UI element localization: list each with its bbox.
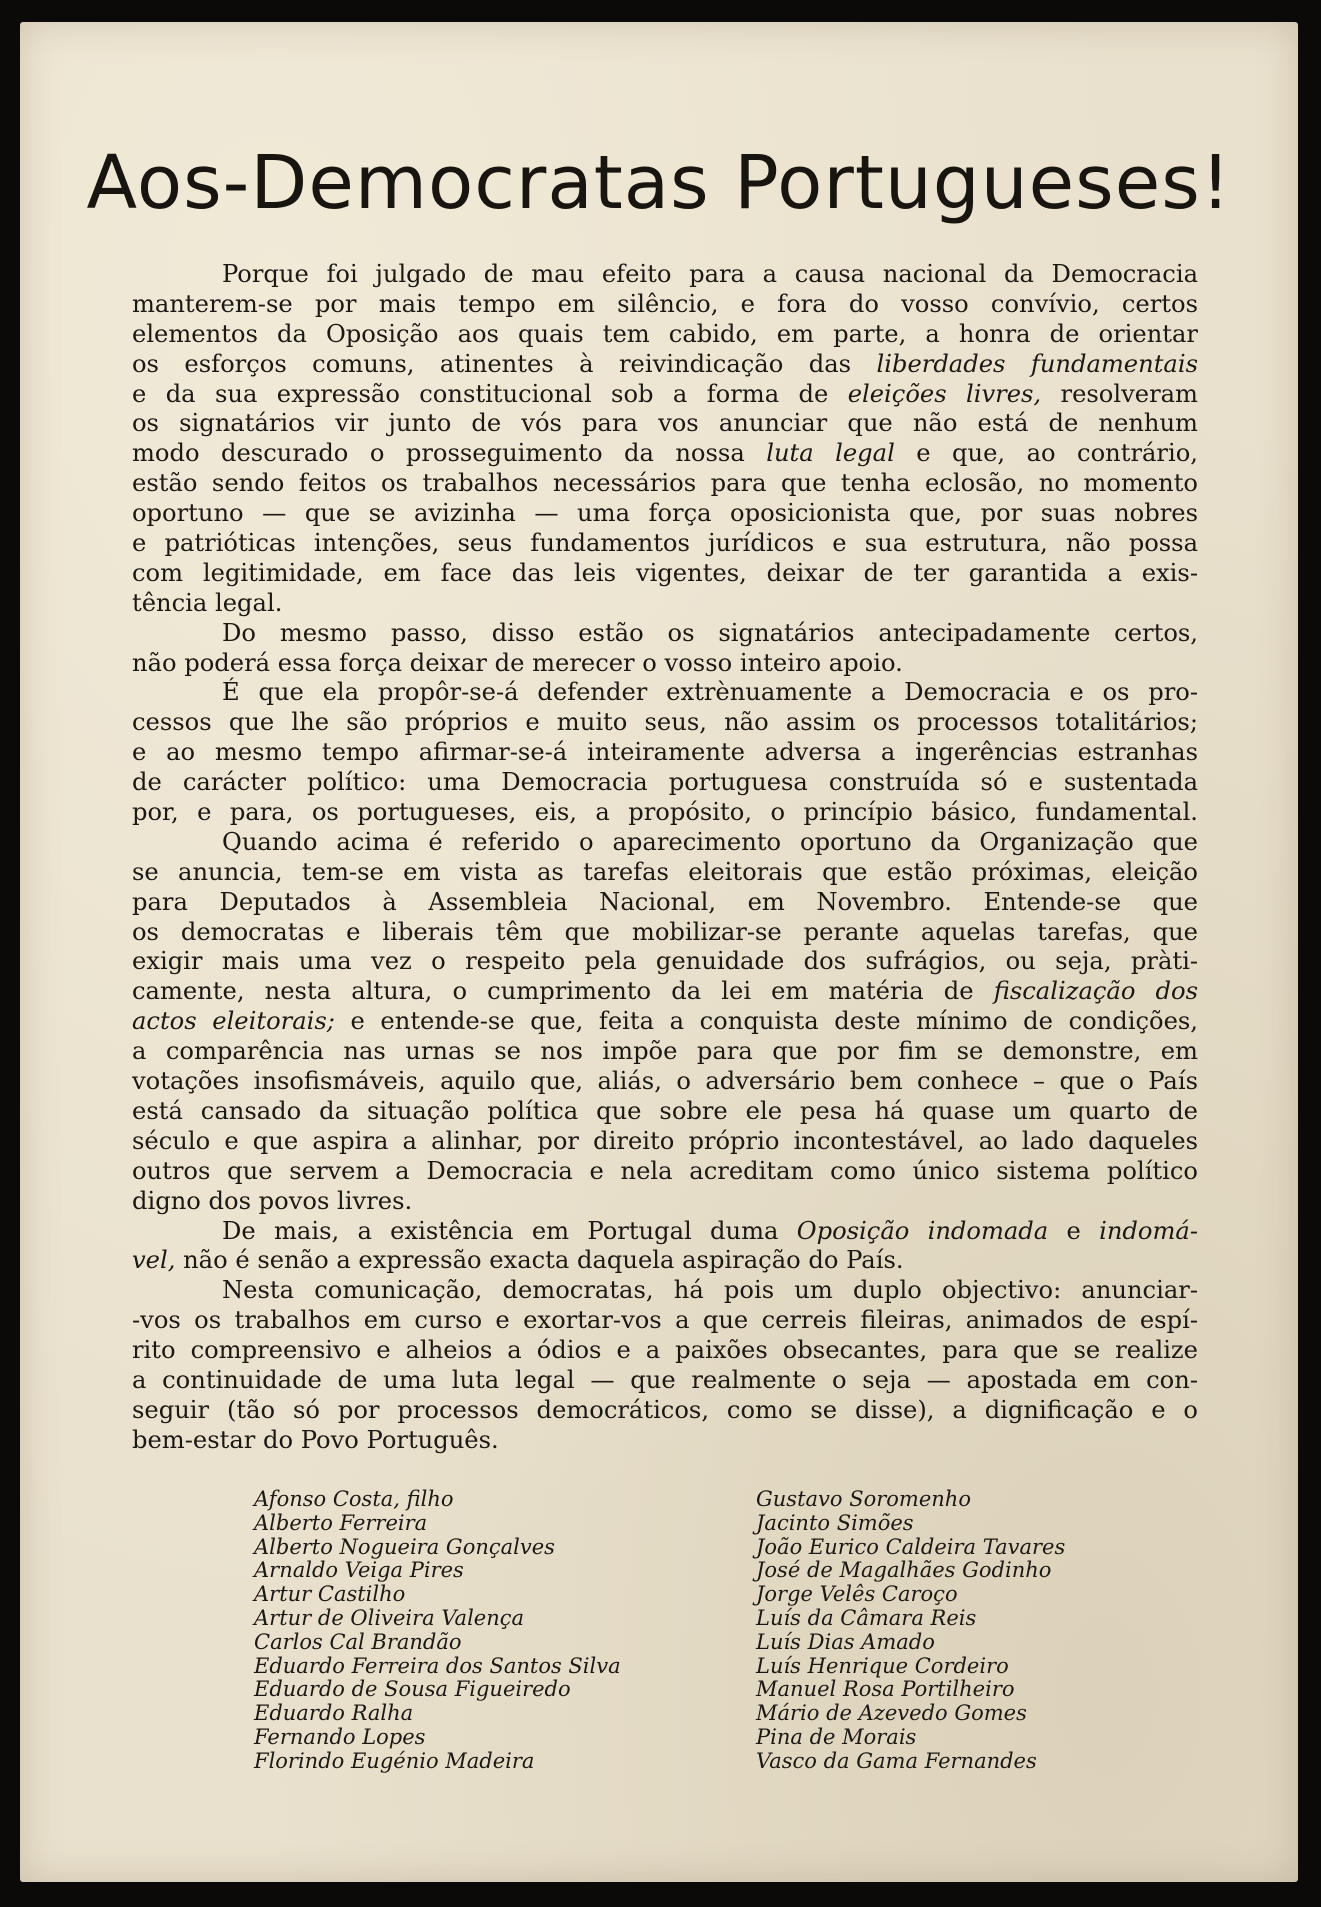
body-line xyxy=(132,1306,1198,1336)
body-text-segment: oportuno — que se avizinha — uma força oposicionista que, por suas nobres xyxy=(132,499,1198,528)
body-line xyxy=(132,409,1198,439)
body-line xyxy=(132,828,1198,858)
body-text-segment: Quando acima é referido o aparecimento oportuno da Organização que xyxy=(222,827,1198,856)
body-text-segment: rito compreensivo e alheios a ódios e a paixões obsecantes, para que se realize xyxy=(132,1336,1198,1365)
body-line xyxy=(132,589,1198,619)
signatory-name: Jacinto Simões xyxy=(756,1510,914,1535)
body-line xyxy=(132,977,1198,1007)
body-text-segment: por, e para, os portugueses, eis, a propósito, o princípio básico, fundamental. xyxy=(132,798,1198,827)
body-line xyxy=(132,947,1198,977)
body-line xyxy=(132,499,1198,529)
body-line xyxy=(132,290,1198,320)
body-line xyxy=(132,559,1198,589)
body-line xyxy=(132,1426,1198,1456)
signatory-name: Luís Henrique Cordeiro xyxy=(756,1653,1009,1678)
emphasis-text: liberdades fundamentais xyxy=(876,349,1198,378)
body-line xyxy=(132,1157,1198,1187)
body-text-segment: século e que aspira a alinhar, por direito próprio incontestável, ao lado daqueles xyxy=(132,1126,1198,1155)
body-text-segment: tência legal. xyxy=(132,588,283,617)
body-text-segment: não é senão a expressão exacta daquela aspiração do País. xyxy=(175,1246,904,1275)
body-text-segment: os signatários vir junto de vós para vos anunciar que não está de nenhum xyxy=(132,409,1198,438)
body-line xyxy=(132,888,1198,918)
body-text-segment: de carácter político: uma Democracia portuguesa construída só e sustentada xyxy=(132,768,1198,797)
body-text-segment: bem-estar do Povo Português. xyxy=(132,1425,499,1454)
signatory-name: Arnaldo Veiga Pires xyxy=(254,1558,464,1583)
body-line xyxy=(132,1396,1198,1426)
body-text-segment: a continuidade de uma luta legal — que realmente o seja — apostada em con- xyxy=(132,1365,1198,1394)
emphasis-text: indomá- xyxy=(1099,1216,1198,1245)
body-text-segment: os esforços comuns, atinentes à reivindicação das xyxy=(132,349,877,378)
body-line xyxy=(132,768,1198,798)
body-text-segment: votações insofismáveis, aquilo que, aliás, o adversário bem conhece – que o País xyxy=(132,1067,1198,1096)
signatory-name: João Eurico Caldeira Tavares xyxy=(756,1534,1066,1559)
body-line xyxy=(132,260,1198,290)
body-line xyxy=(132,738,1198,768)
body-text-segment: exigir mais uma vez o respeito pela genuidade dos sufrágios, ou seja, pràti- xyxy=(132,947,1198,976)
body-line xyxy=(132,649,1198,679)
body-text-segment: digno dos povos livres. xyxy=(132,1186,413,1215)
signatories-left-column xyxy=(254,1488,621,1774)
body-line xyxy=(132,1127,1198,1157)
body-text-segment: e que, ao contrário, xyxy=(894,439,1198,468)
body-text-segment: a comparência nas urnas se nos impõe para que por fim se demonstre, em xyxy=(132,1037,1198,1066)
body-text-segment: com legitimidade, em face das leis vigentes, deixar de ter garantida a exis- xyxy=(132,558,1198,587)
body-text-segment: manterem-se por mais tempo em silêncio, e fora do vosso convívio, certos xyxy=(132,289,1198,318)
signatory-name: Luís da Câmara Reis xyxy=(756,1605,977,1630)
body-text-segment: e ao mesmo tempo afirmar-se-á inteiramente adversa a ingerências estranhas xyxy=(132,738,1198,767)
signatory-name: Vasco da Gama Fernandes xyxy=(756,1748,1037,1773)
signatory-name: Manuel Rosa Portilheiro xyxy=(756,1677,1015,1702)
signatory-name: Eduardo Ferreira dos Santos Silva xyxy=(254,1653,621,1678)
body-text-segment: -vos os trabalhos em curso e exortar-vos a que cerreis fileiras, animados de espí- xyxy=(132,1306,1198,1335)
body-text-segment: modo descurado o prosseguimento da nossa xyxy=(132,439,767,468)
body-line xyxy=(132,529,1198,559)
signatory-name: Artur de Oliveira Valença xyxy=(254,1605,525,1630)
signatory-name: Eduardo de Sousa Figueiredo xyxy=(254,1677,571,1702)
body-line xyxy=(132,380,1198,410)
body-text-segment: e patrióticas intenções, seus fundamentos jurídicos e sua estrutura, não possa xyxy=(132,529,1198,558)
body-text-segment: É que ela propôr-se-á defender extrènuamente a Democracia e os pro- xyxy=(222,678,1198,707)
body-text-segment: se anuncia, tem-se em vista as tarefas eleitorais que estão próximas, eleição xyxy=(132,857,1198,886)
body-text-segment: e xyxy=(1048,1216,1100,1245)
emphasis-text: fiscalização dos xyxy=(993,977,1198,1006)
signatory-name: Afonso Costa, filho xyxy=(254,1487,454,1511)
leaflet-page xyxy=(20,22,1298,1882)
signatory-name: Luís Dias Amado xyxy=(756,1629,935,1654)
body-line xyxy=(132,858,1198,888)
body-line xyxy=(132,1336,1198,1366)
signatory-name: Carlos Cal Brandão xyxy=(254,1629,462,1654)
body-line xyxy=(132,469,1198,499)
manifesto-body xyxy=(132,260,1198,1456)
signatory-name: Florindo Eugénio Madeira xyxy=(254,1748,535,1773)
body-line xyxy=(132,1037,1198,1067)
emphasis-text: eleições livres, xyxy=(847,379,1042,408)
body-text-segment: outros que servem a Democracia e nela acreditam como único sistema político xyxy=(132,1156,1198,1185)
body-line xyxy=(132,798,1198,828)
body-text-segment: cessos que lhe são próprios e muito seus, não assim os processos totalitários; xyxy=(132,708,1198,737)
body-text-segment: está cansado da situação política que sobre ele pesa há quase um quarto de xyxy=(132,1096,1198,1125)
body-line xyxy=(132,1007,1198,1037)
body-line xyxy=(132,678,1198,708)
signatory-name: Jorge Velês Caroço xyxy=(756,1582,958,1607)
body-text-segment: para Deputados à Assembleia Nacional, em Novembro. Entende-se que xyxy=(132,887,1198,916)
page-title: Aos-Democratas Portugueses! xyxy=(86,140,1232,226)
body-text-segment: Porque foi julgado de mau efeito para a causa nacional da Democracia xyxy=(222,260,1198,288)
body-line xyxy=(132,320,1198,350)
body-text-segment: e entende-se que, feita a conquista deste mínimo de condições, xyxy=(334,1007,1198,1036)
body-text-segment: camente, nesta altura, o cumprimento da lei em matéria de xyxy=(132,977,994,1006)
body-text-segment: elementos da Oposição aos quais tem cabido, em parte, a honra de orientar xyxy=(132,319,1198,348)
emphasis-text: luta legal xyxy=(766,439,895,468)
body-line xyxy=(132,1067,1198,1097)
body-line xyxy=(132,1276,1198,1306)
body-line xyxy=(132,918,1198,948)
body-text-segment: De mais, a existência em Portugal duma xyxy=(222,1216,797,1245)
body-text-segment: os democratas e liberais têm que mobilizar-se perante aquelas tarefas, que xyxy=(132,917,1198,946)
body-line xyxy=(132,439,1198,469)
emphasis-text: Oposição indomada xyxy=(796,1216,1049,1245)
body-line xyxy=(132,1187,1198,1217)
body-line xyxy=(132,708,1198,738)
emphasis-text: actos eleitorais; xyxy=(132,1007,335,1036)
body-text-segment: Nesta comunicação, democratas, há pois um duplo objectivo: anunciar- xyxy=(222,1276,1198,1305)
body-line xyxy=(132,1097,1198,1127)
signatory-name: Fernando Lopes xyxy=(254,1724,426,1749)
signatory-name: José de Magalhães Godinho xyxy=(756,1558,1052,1583)
signatory-name: Pina de Morais xyxy=(756,1724,917,1749)
body-line xyxy=(132,1246,1198,1276)
body-line xyxy=(132,350,1198,380)
signatory-name: Alberto Nogueira Gonçalves xyxy=(254,1534,555,1559)
signatory-name: Mário de Azevedo Gomes xyxy=(756,1701,1027,1726)
body-text-segment: seguir (tão só por processos democráticos, como se disse), a dignificação e o xyxy=(132,1395,1198,1424)
signatories-right-column xyxy=(756,1488,1065,1774)
signatory-name: Gustavo Soromenho xyxy=(756,1487,971,1511)
body-text-segment: não poderá essa força deixar de merecer o vosso inteiro apoio. xyxy=(132,648,903,677)
emphasis-text: vel, xyxy=(132,1246,176,1275)
signatory-name: Eduardo Ralha xyxy=(254,1701,414,1726)
body-text-segment: Do mesmo passo, disso estão os signatários antecipadamente certos, xyxy=(222,618,1198,647)
signatory-name: Alberto Ferreira xyxy=(254,1510,428,1535)
body-text-segment: resolveram xyxy=(1041,379,1198,408)
body-line xyxy=(132,1366,1198,1396)
body-line xyxy=(132,1217,1198,1247)
body-line xyxy=(132,619,1198,649)
signatory-name: Artur Castilho xyxy=(254,1582,406,1607)
body-text-segment: e da sua expressão constitucional sob a forma de xyxy=(132,379,848,408)
body-text-segment: estão sendo feitos os trabalhos necessários para que tenha eclosão, no momento xyxy=(132,469,1198,498)
